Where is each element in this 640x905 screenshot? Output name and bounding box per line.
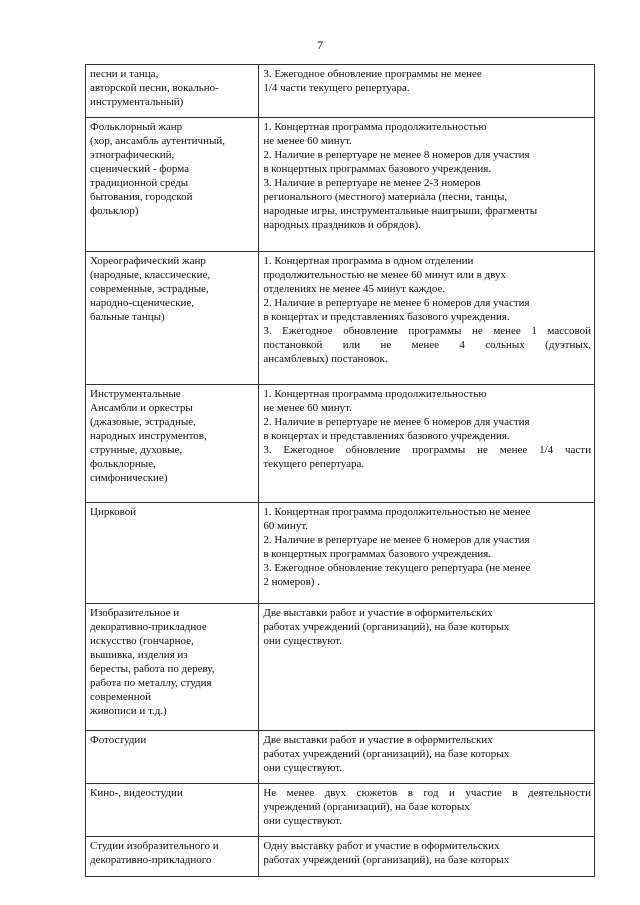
genre-line: народно-сценические,: [90, 297, 194, 309]
requirement-line: они существуют.: [263, 815, 343, 827]
genre-line: этнографический,: [90, 149, 175, 161]
requirement-line: 1/4 части текущего репертуара.: [263, 82, 410, 94]
requirements-cell: [259, 65, 595, 118]
table-row: [86, 118, 595, 252]
requirement-line: работах учреждений (организаций), на базе которых: [263, 748, 510, 760]
requirement-line: 3. Ежегодное обновление программы не менее: [263, 68, 482, 80]
table-row: [86, 252, 595, 385]
requirement-line: 3. Ежегодное обновление программы не менее 1 массовой: [263, 325, 591, 337]
requirement-line: они существуют.: [263, 762, 343, 774]
genre-cell: [86, 503, 259, 604]
page-number: 7: [317, 38, 323, 52]
genre-line: Инструментальные: [90, 388, 181, 400]
requirement-line: в концертах и представлениях базового учреждения.: [263, 430, 510, 442]
requirements-cell: [259, 731, 595, 784]
requirement-line: текущего репертуара.: [263, 458, 365, 470]
requirement-line: регионального (местного) материала (песни, танцы,: [263, 191, 508, 203]
genre-line: (народные, классические,: [90, 269, 211, 281]
requirement-line: Две выставки работ и участие в оформительских: [263, 734, 493, 746]
genre-line: (джазовые, эстрадные,: [90, 416, 196, 428]
table-row: [86, 65, 595, 118]
genre-line: фольклор): [90, 205, 139, 217]
requirement-line: 2 номеров) .: [263, 576, 320, 588]
requirement-line: 1. Концертная программа в одном отделении: [263, 255, 474, 267]
genre-cell: [86, 784, 259, 837]
genre-line: современные, эстрадные,: [90, 283, 209, 295]
genre-line: песни и танца,: [90, 68, 159, 80]
genre-line: бальные танцы): [90, 311, 165, 323]
requirements-cell: [259, 503, 595, 604]
requirement-line: 1. Концертная программа продолжительностью: [263, 121, 487, 133]
requirements-cell: [259, 837, 595, 877]
requirement-line: работах учреждений (организаций), на базе которых: [263, 621, 510, 633]
table-row: [86, 731, 595, 784]
requirement-line: они существуют.: [263, 635, 343, 647]
genre-line: Студии изобразительного и: [90, 840, 219, 852]
requirement-line: 3. Наличие в репертуаре не менее 2-3 номеров: [263, 177, 481, 189]
requirement-line: ансамблевых) постановок.: [263, 353, 388, 365]
genre-line: фольклорные,: [90, 458, 156, 470]
requirements-cell: [259, 385, 595, 503]
genre-line: искусство (гончарное,: [90, 635, 194, 647]
genre-cell: [86, 65, 259, 118]
genre-line: Кино-, видеостудии: [90, 787, 183, 799]
table-row: [86, 385, 595, 503]
requirement-line: Две выставки работ и участие в оформительских: [263, 607, 493, 619]
requirement-line: Одну выставку работ и участие в оформительских: [263, 840, 500, 852]
requirement-line: 3. Ежегодное обновление программы не менее 1/4 части: [263, 444, 591, 456]
genre-cell: [86, 731, 259, 784]
requirement-line: 1. Концертная программа продолжительностью не менее: [263, 506, 531, 518]
genre-line: работа по металлу, студия: [90, 677, 212, 689]
genre-line: бересты, работа по дереву,: [90, 663, 215, 675]
table-row: [86, 837, 595, 877]
requirement-line: народные игры, инструментальные наигрыши, фрагменты: [263, 205, 538, 217]
genre-line: струнные, духовые,: [90, 444, 183, 456]
requirement-line: 1. Концертная программа продолжительностью: [263, 388, 487, 400]
genre-line: современной: [90, 691, 151, 703]
genre-line: (хор, ансамбль аутентичный,: [90, 135, 225, 147]
genre-cell: [86, 118, 259, 252]
requirements-table: [85, 64, 595, 877]
genre-line: симфонические): [90, 472, 168, 484]
requirement-line: отделениях не менее 45 минут каждое.: [263, 283, 446, 295]
genre-line: Ансамбли и оркестры: [90, 402, 193, 414]
requirement-line: Не менее двух сюжетов в год и участие в деятельности: [263, 787, 591, 799]
table-body: [86, 65, 595, 877]
genre-cell: [86, 252, 259, 385]
requirement-line: 2. Наличие в репертуаре не менее 6 номеров для участия: [263, 416, 530, 428]
requirement-line: работах учреждений (организаций), на базе которых: [263, 854, 510, 866]
requirements-cell: [259, 252, 595, 385]
requirement-line: не менее 60 минут.: [263, 135, 352, 147]
genre-line: инструментальный): [90, 96, 184, 108]
requirement-line: народных праздников и обрядов).: [263, 219, 421, 231]
requirement-line: 3. Ежегодное обновление текущего репертуара (не менее: [263, 562, 531, 574]
genre-line: традиционной среды: [90, 177, 189, 189]
requirement-line: продолжительностью не менее 60 минут или в двух: [263, 269, 507, 281]
requirements-cell: [259, 784, 595, 837]
genre-line: сценический - форма: [90, 163, 190, 175]
requirement-line: в концертных программах базового учреждения.: [263, 548, 492, 560]
table-row: [86, 503, 595, 604]
genre-line: вышивка, изделия из: [90, 649, 188, 661]
genre-line: Изобразительное и: [90, 607, 180, 619]
genre-line: декоративно-прикладного: [90, 854, 212, 866]
genre-line: Цирковой: [90, 506, 137, 518]
genre-line: декоративно-прикладное: [90, 621, 207, 633]
genre-line: живописи и т.д.): [90, 705, 167, 717]
requirements-cell: [259, 118, 595, 252]
genre-cell: [86, 604, 259, 731]
requirement-line: в концертах и представлениях базового учреждения.: [263, 311, 510, 323]
requirement-line: 2. Наличие в репертуаре не менее 8 номеров для участия: [263, 149, 530, 161]
genre-cell: [86, 837, 259, 877]
requirement-line: не менее 60 минут.: [263, 402, 352, 414]
requirements-cell: [259, 604, 595, 731]
genre-line: народных инструментов,: [90, 430, 207, 442]
genre-line: Фольклорный жанр: [90, 121, 183, 133]
requirement-line: в концертных программах базового учреждения.: [263, 163, 492, 175]
genre-line: бытования, городской: [90, 191, 193, 203]
genre-cell: [86, 385, 259, 503]
genre-line: Хореографический жанр: [90, 255, 206, 267]
requirement-line: постановкой или не менее 4 сольных (дуэтных,: [263, 339, 591, 351]
requirement-line: учреждений (организаций), на базе которых: [263, 801, 470, 813]
genre-line: авторской песни, вокально-: [90, 82, 219, 94]
requirement-line: 60 минут.: [263, 520, 309, 532]
genre-line: Фотостудии: [90, 734, 147, 746]
requirement-line: 2. Наличие в репертуаре не менее 6 номеров для участия: [263, 297, 530, 309]
table-row: [86, 604, 595, 731]
requirement-line: 2. Наличие в репертуаре не менее 6 номеров для участия: [263, 534, 530, 546]
table-row: [86, 784, 595, 837]
